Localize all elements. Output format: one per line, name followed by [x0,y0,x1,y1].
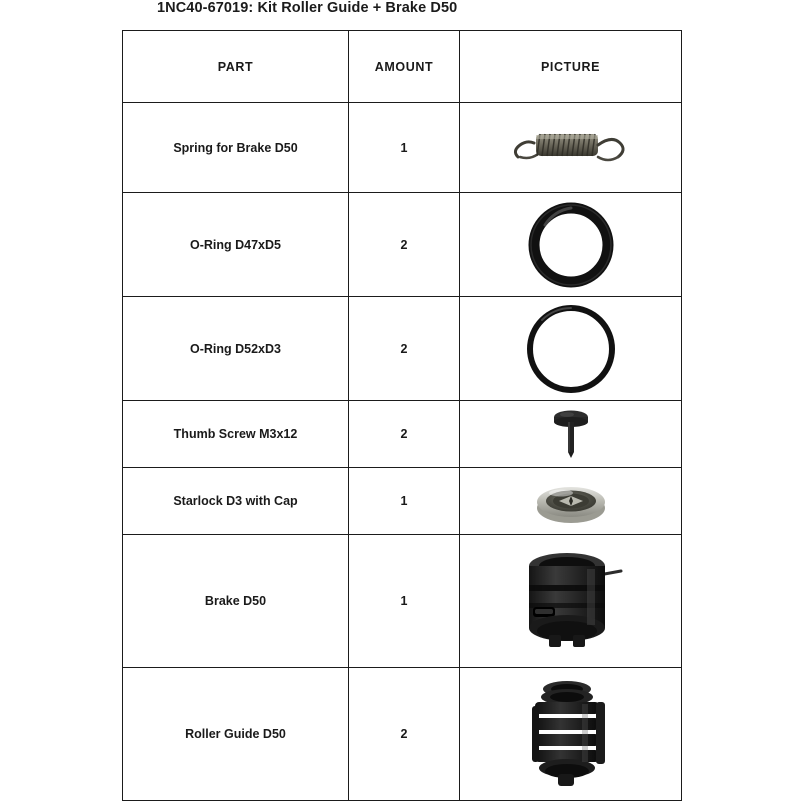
part-name: Spring for Brake D50 [123,103,349,193]
part-picture-cell [460,297,682,401]
parts-table [122,30,682,801]
part-picture-cell [460,193,682,297]
table-row [123,401,682,468]
part-amount: 1 [349,468,460,535]
table-row [123,103,682,193]
part-picture-cell [460,468,682,535]
part-picture-cell [460,668,682,801]
spring-photo [506,117,636,179]
page-title: 1NC40-67019: Kit Roller Guide + Brake D50 [157,0,458,16]
starlock-cap-photo [529,476,613,526]
table-row [123,297,682,401]
part-picture-cell [460,103,682,193]
column-header-part: PART [123,31,349,103]
table-header-row [123,31,682,103]
column-header-amount: AMOUNT [349,31,460,103]
table-row [123,193,682,297]
o-ring-thick-photo [525,199,617,291]
roller-guide-photo [512,676,630,792]
part-amount: 2 [349,668,460,801]
part-picture-cell [460,401,682,468]
table-row [123,468,682,535]
part-name: Brake D50 [123,535,349,668]
part-name: Roller Guide D50 [123,668,349,801]
part-amount: 1 [349,535,460,668]
brake-drum-photo [511,545,631,657]
table-row [123,668,682,801]
table-row [123,535,682,668]
part-name: Thumb Screw M3x12 [123,401,349,468]
thumb-screw-photo [541,406,601,462]
part-amount: 2 [349,297,460,401]
part-name: Starlock D3 with Cap [123,468,349,535]
part-picture-cell [460,535,682,668]
part-amount: 2 [349,401,460,468]
part-name: O-Ring D52xD3 [123,297,349,401]
o-ring-thin-photo [524,302,618,396]
part-amount: 1 [349,103,460,193]
column-header-picture: PICTURE [460,31,682,103]
part-name: O-Ring D47xD5 [123,193,349,297]
part-amount: 2 [349,193,460,297]
